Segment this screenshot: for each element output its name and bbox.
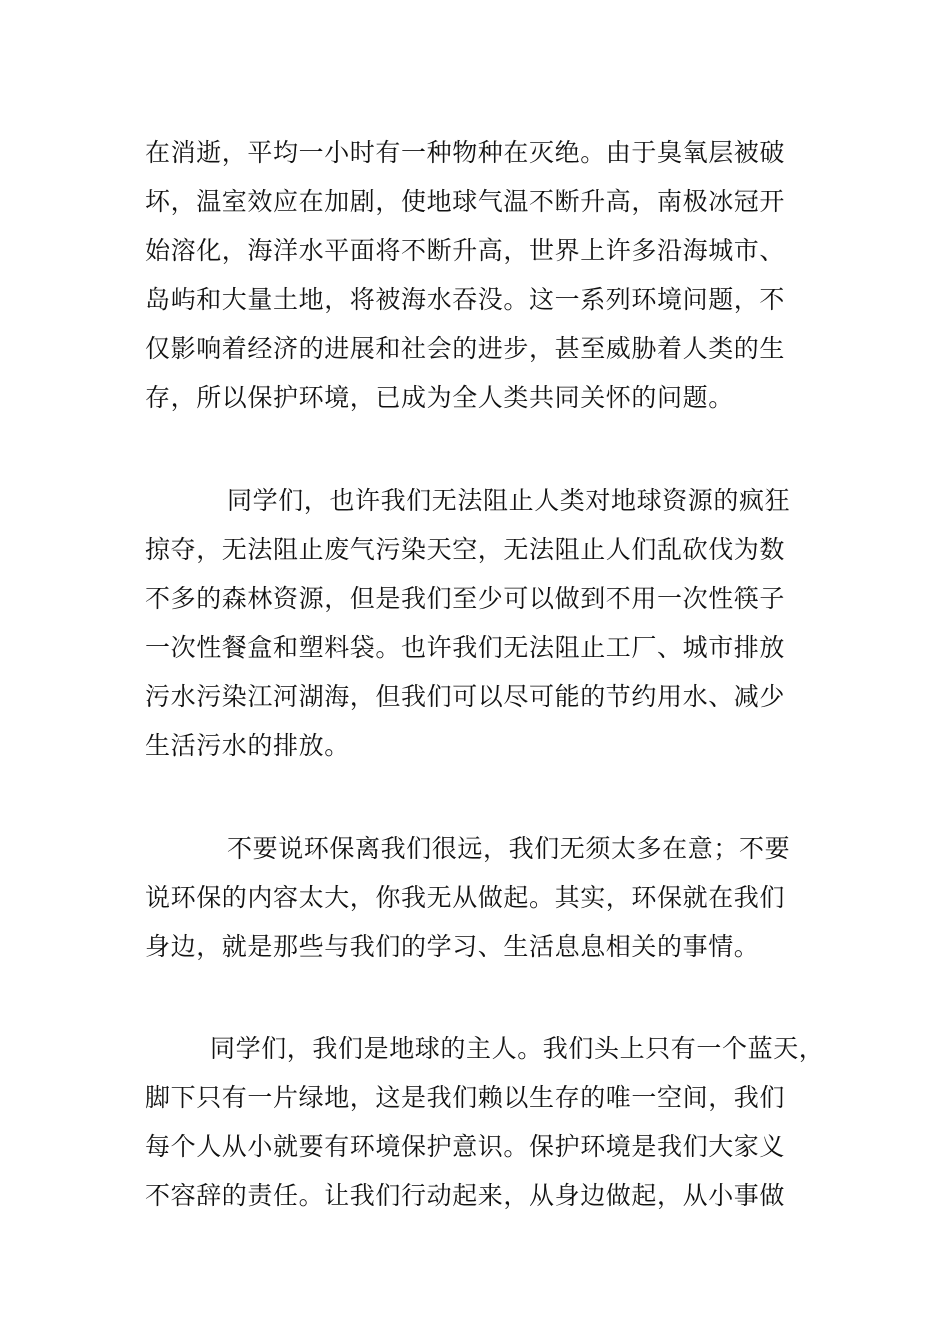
paragraph-1: [145, 128, 815, 422]
paragraph-line: 说环保的内容太大，你我无从做起。其实，环保就在我们: [145, 883, 786, 912]
paragraph-line: 每个人从小就要有环境保护意识。保护环境是我们大家义: [145, 1132, 786, 1161]
paragraph-line: 不多的森林资源，但是我们至少可以做到不用一次性筷子: [145, 584, 786, 613]
paragraph-line: 仅影响着经济的进展和社会的进步，甚至威胁着人类的生: [145, 334, 786, 363]
paragraph-line: 一次性餐盒和塑料袋。也许我们无法阻止工厂、城市排放: [145, 633, 786, 662]
paragraph-line: 污水污染江河湖海，但我们可以尽可能的节约用水、减少: [145, 682, 786, 711]
paragraph-line: 同学们，也许我们无法阻止人类对地球资源的疯狂: [227, 486, 791, 515]
paragraph-line: 生活污水的排放。: [145, 731, 350, 760]
paragraph-line: 坏，温室效应在加剧，使地球气温不断升高，南极冰冠开: [145, 187, 786, 216]
paragraph-2: [145, 476, 815, 770]
paragraph-3: [145, 824, 815, 971]
paragraph-line: 岛屿和大量土地，将被海水吞没。这一系列环境问题，不: [145, 285, 786, 314]
paragraph-line: 不容辞的责任。让我们行动起来，从身边做起，从小事做: [145, 1181, 786, 1210]
paragraph-line: 始溶化，海洋水平面将不断升高，世界上许多沿海城市、: [145, 236, 786, 265]
paragraph-line: 掠夺，无法阻止废气污染天空，无法阻止人们乱砍伐为数: [145, 535, 786, 564]
paragraph-line: 脚下只有一片绿地，这是我们赖以生存的唯一空间，我们: [145, 1083, 786, 1112]
paragraph-4: [145, 1024, 825, 1220]
paragraph-line: 同学们，我们是地球的主人。我们头上只有一个蓝天，: [210, 1034, 825, 1063]
paragraph-line: 不要说环保离我们很远，我们无须太多在意；不要: [227, 834, 791, 863]
paragraph-line: 身边，就是那些与我们的学习、生活息息相关的事情。: [145, 932, 760, 961]
paragraph-line: 在消逝，平均一小时有一种物种在灭绝。由于臭氧层被破: [145, 138, 786, 167]
paragraph-line: 存，所以保护环境，已成为全人类共同关怀的问题。: [145, 383, 734, 412]
